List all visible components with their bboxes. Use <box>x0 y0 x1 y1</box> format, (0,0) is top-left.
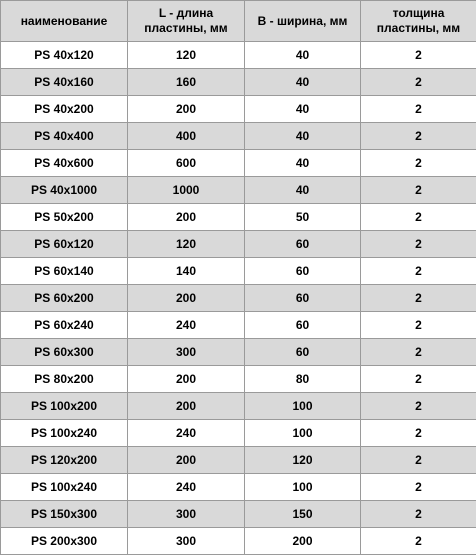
cell-width: 60 <box>245 231 361 258</box>
cell-thickness: 2 <box>361 123 476 150</box>
cell-width: 60 <box>245 285 361 312</box>
cell-width: 40 <box>245 42 361 69</box>
header-name <box>1 1 128 42</box>
cell-name: PS 40х200 <box>1 96 128 123</box>
table-row <box>1 69 476 96</box>
cell-thickness: 2 <box>361 393 476 420</box>
table-row <box>1 420 476 447</box>
cell-width: 100 <box>245 420 361 447</box>
cell-length: 200 <box>128 96 245 123</box>
cell-length: 240 <box>128 474 245 501</box>
cell-width: 60 <box>245 312 361 339</box>
table-row <box>1 501 476 528</box>
cell-name: PS 40х600 <box>1 150 128 177</box>
cell-thickness: 2 <box>361 474 476 501</box>
cell-length: 300 <box>128 339 245 366</box>
cell-length: 240 <box>128 420 245 447</box>
table-row <box>1 474 476 501</box>
cell-width: 60 <box>245 339 361 366</box>
table-row <box>1 42 476 69</box>
cell-width: 150 <box>245 501 361 528</box>
cell-name: PS 100х200 <box>1 393 128 420</box>
cell-thickness: 2 <box>361 501 476 528</box>
table-row <box>1 447 476 474</box>
header-width-text: B - ширина, мм <box>257 13 348 28</box>
cell-width: 40 <box>245 150 361 177</box>
cell-length: 300 <box>128 528 245 555</box>
cell-name: PS 60х140 <box>1 258 128 285</box>
table-row <box>1 393 476 420</box>
table-row <box>1 366 476 393</box>
cell-name: PS 60х240 <box>1 312 128 339</box>
cell-thickness: 2 <box>361 69 476 96</box>
cell-length: 200 <box>128 447 245 474</box>
cell-length: 200 <box>128 285 245 312</box>
header-length-line1: L - длина <box>158 6 214 20</box>
table-row <box>1 204 476 231</box>
cell-length: 600 <box>128 150 245 177</box>
cell-name: PS 60х200 <box>1 285 128 312</box>
cell-length: 120 <box>128 231 245 258</box>
table-header <box>1 1 476 42</box>
cell-width: 40 <box>245 69 361 96</box>
cell-width: 100 <box>245 474 361 501</box>
cell-thickness: 2 <box>361 420 476 447</box>
cell-thickness: 2 <box>361 339 476 366</box>
cell-thickness: 2 <box>361 150 476 177</box>
cell-length: 240 <box>128 312 245 339</box>
cell-thickness: 2 <box>361 204 476 231</box>
cell-length: 160 <box>128 69 245 96</box>
table-row <box>1 231 476 258</box>
cell-length: 140 <box>128 258 245 285</box>
header-row <box>1 1 476 42</box>
cell-name: PS 60х300 <box>1 339 128 366</box>
header-thickness-line2: пластины, мм <box>376 21 461 35</box>
cell-width: 120 <box>245 447 361 474</box>
table-body <box>1 42 476 555</box>
header-thickness-line1: толщина <box>392 6 445 20</box>
header-thickness <box>361 1 476 42</box>
cell-length: 200 <box>128 393 245 420</box>
cell-thickness: 2 <box>361 96 476 123</box>
cell-width: 80 <box>245 366 361 393</box>
cell-thickness: 2 <box>361 177 476 204</box>
table-row <box>1 258 476 285</box>
cell-length: 200 <box>128 366 245 393</box>
cell-thickness: 2 <box>361 231 476 258</box>
table-row <box>1 150 476 177</box>
cell-thickness: 2 <box>361 366 476 393</box>
cell-name: PS 40х120 <box>1 42 128 69</box>
cell-length: 400 <box>128 123 245 150</box>
cell-name: PS 50х200 <box>1 204 128 231</box>
cell-name: PS 80х200 <box>1 366 128 393</box>
table-row <box>1 177 476 204</box>
cell-name: PS 40х1000 <box>1 177 128 204</box>
cell-width: 50 <box>245 204 361 231</box>
cell-width: 100 <box>245 393 361 420</box>
cell-width: 60 <box>245 258 361 285</box>
cell-length: 200 <box>128 204 245 231</box>
cell-width: 200 <box>245 528 361 555</box>
cell-width: 40 <box>245 123 361 150</box>
cell-width: 40 <box>245 96 361 123</box>
cell-thickness: 2 <box>361 285 476 312</box>
cell-thickness: 2 <box>361 528 476 555</box>
cell-name: PS 150х300 <box>1 501 128 528</box>
cell-name: PS 60х120 <box>1 231 128 258</box>
cell-thickness: 2 <box>361 447 476 474</box>
header-length <box>128 1 245 42</box>
cell-name: PS 120х200 <box>1 447 128 474</box>
cell-thickness: 2 <box>361 42 476 69</box>
cell-length: 300 <box>128 501 245 528</box>
cell-name: PS 40х160 <box>1 69 128 96</box>
table-row <box>1 339 476 366</box>
header-name-text: наименование <box>20 13 108 28</box>
header-width <box>245 1 361 42</box>
table-row <box>1 528 476 555</box>
cell-name: PS 40х400 <box>1 123 128 150</box>
cell-thickness: 2 <box>361 312 476 339</box>
cell-length: 1000 <box>128 177 245 204</box>
table-row <box>1 312 476 339</box>
cell-name: PS 200х300 <box>1 528 128 555</box>
header-length-line2: пластины, мм <box>144 21 228 35</box>
table-row <box>1 96 476 123</box>
table-row <box>1 285 476 312</box>
cell-length: 120 <box>128 42 245 69</box>
table-row <box>1 123 476 150</box>
cell-width: 40 <box>245 177 361 204</box>
cell-name: PS 100х240 <box>1 474 128 501</box>
cell-thickness: 2 <box>361 258 476 285</box>
cell-name: PS 100х240 <box>1 420 128 447</box>
